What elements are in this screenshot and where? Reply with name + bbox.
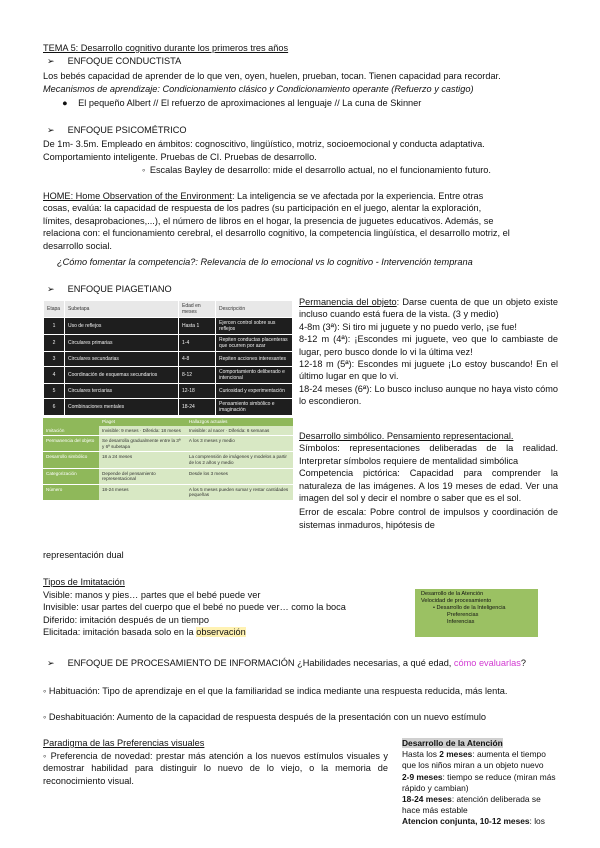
table-row — [43, 468, 293, 484]
table-cell: 2 — [44, 335, 65, 352]
psicometrico-text-2: Comportamiento inteligente. Pruebas de CI. Pruebas de desarrollo. — [43, 152, 317, 162]
table-cell: 4 — [44, 367, 65, 384]
table-header: Descripción — [216, 301, 293, 318]
deshabituacion-text: ◦ Deshabituación: Aumento de la capacidad de respuesta después de la presentación con un nuevo estímulo — [43, 712, 487, 722]
atencion-title: Desarrollo de la Atención — [402, 738, 503, 748]
page-title: TEMA 5: Desarrollo cognitivo durante los primeros tres años — [43, 43, 289, 53]
table-cell: Circulares primarias — [65, 335, 179, 352]
table-cell: 6 — [44, 399, 65, 416]
table-cell: 18-24 meses — [99, 484, 186, 500]
table-cell: Invisible: al nacer · Diferida: 6 semanas — [186, 426, 293, 436]
table-cell: 4-8 — [179, 352, 216, 367]
table-header: Piaget — [99, 418, 186, 426]
imitacion-list: Visible: manos y pies… partes que el bebé puede ver Invisible: usar partes del cuerpo que el bebé no puede ver… como la boca Diferido: imitación después de un tiempo Elicitada: imitación basada solo en la observación — [43, 590, 346, 638]
simbolico-continuation: representación dual — [43, 550, 124, 560]
arrow-icon: ➢ — [47, 56, 55, 66]
table-cell: Uso de reflejos — [65, 318, 179, 335]
table-cell: 8-12 — [179, 367, 216, 384]
table-cell: A los 3 meses y medio — [186, 436, 293, 452]
psicometrico-text: De 1m- 3.5m. Empleado en ámbitos: cognoscitivo, lingüístico, motriz, socioemocional y conducta adaptativa. — [43, 139, 485, 149]
piaget-substages-table — [43, 300, 293, 416]
table-row — [44, 384, 293, 399]
table-cell: 1 — [44, 318, 65, 335]
table-cell: Combinaciones mentales — [65, 399, 179, 416]
bullet-circle-icon: ◦ — [43, 751, 48, 761]
table-cell: Coordinación de esquemas secundarios — [65, 367, 179, 384]
table-cell: La comprensión de imágenes y modelos a partir de los 2 años y medio — [186, 452, 293, 468]
table-cell: 18-24 — [179, 399, 216, 416]
piaget-findings-table — [43, 418, 293, 501]
table-header: Hallazgos actuales — [186, 418, 293, 426]
table-cell: Repiten conductas placenteras que ocurren por azar — [216, 335, 293, 352]
table-header: Etapa — [44, 301, 65, 318]
table-cell: Pensamiento simbólico e imaginación — [216, 399, 293, 416]
table-cell: Desde los 3 meses — [186, 468, 293, 484]
table-cell: Curiosidad y experimentación — [216, 384, 293, 399]
table-header: Subetapa — [65, 301, 179, 318]
section-psicometrico-heading: ➢ ENFOQUE PSICOMÉTRICO — [47, 125, 187, 135]
table-cell: Circulares terciarias — [65, 384, 179, 399]
table-row — [44, 352, 293, 367]
section-piagetiano-heading: ➢ ENFOQUE PIAGETIANO — [47, 284, 172, 294]
table-cell: 12-18 — [179, 384, 216, 399]
table-cell: Hasta 1 — [179, 318, 216, 335]
table-cell: Invisible: 9 meses · Diferida: 18 meses — [99, 426, 186, 436]
bullet-circle-icon: ◦ — [43, 712, 47, 722]
table-cell: Circulares secundarias — [65, 352, 179, 367]
procesamiento-heading: ➢ ENFOQUE DE PROCESAMIENTO DE INFORMACIÓN ¿Habilidades necesarias, a qué edad, cómo evaluarlas? — [47, 658, 526, 668]
table-cell: Ejercen control sobre sus reflejos — [216, 318, 293, 335]
table-cell: Comportamiento deliberado e intencional — [216, 367, 293, 384]
simbolico-block: Desarrollo simbólico. Pensamiento representacional. Símbolos: representaciones deliberadas de la realidad. Interpretar símbolos requiere de mentalidad simbólica Competencia pictórica: Capacidad para comprender la naturaleza de las imágenes. A los 19 meses de edad. Ver una imagen del sol y decir el nombre o saber que es el sol. Error de escala: Pobre control de impulsos y coordinación de sistemas inmaduros, hipótesis de — [299, 431, 558, 530]
conductista-text: Los bebés capacidad de aprender de lo que ven, oyen, huelen, prueban, tocan. Tienen capacidad para recordar. — [43, 71, 501, 81]
atencion-side-notes: Desarrollo de la Atención Hasta los 2 meses: aumenta el tiempo que los niños miran a un objeto nuevo 2-9 meses: tiempo se reduce (miran más rápido y cambian) 18-24 meses: atención deliberada se hace más estable Atencion conjunta, 10-12 meses: los — [402, 738, 556, 827]
table-row — [44, 367, 293, 384]
habituacion-text: ◦ Habituación: Tipo de aprendizaje en el que la familiaridad se indica mediante una respuesta reducida, más lenta. — [43, 686, 508, 696]
paradigma-text: ◦ Preferencia de novedad: prestar más atención a los nuevos estímulos visuales y demostrar habilidad para distinguir lo nuevo de lo viejo, o la memoria de reconocimiento visual. — [43, 751, 388, 786]
table-row — [43, 436, 293, 452]
table-cell: Número — [43, 484, 99, 500]
atencion-summary-box: Desarrollo de la Atención Velocidad de procesamiento • Desarrollo de la Inteligencia Preferencias Inferencias — [415, 589, 538, 637]
permanencia-label: Permanencia del objeto — [299, 297, 397, 307]
table-cell: 18 a 24 meses — [99, 452, 186, 468]
bullet-dot-icon: ● — [62, 98, 68, 108]
arrow-icon: ➢ — [47, 125, 55, 135]
table-cell: Categorización — [43, 468, 99, 484]
table-cell: Imitación — [43, 426, 99, 436]
table-cell: Repiten acciones interesantes — [216, 352, 293, 367]
table-row — [44, 318, 293, 335]
table-cell: 1-4 — [179, 335, 216, 352]
table-row — [44, 399, 293, 416]
simbolico-label: Desarrollo simbólico. Pensamiento representacional. — [299, 431, 514, 441]
table-row — [43, 452, 293, 468]
bullet-circle-icon: ◦ — [142, 165, 146, 175]
conductista-bullet: ● El pequeño Albert // El refuerzo de aproximaciones al lenguaje // La cuna de Skinner — [62, 98, 422, 108]
paradigma-heading: Paradigma de las Preferencias visuales — [43, 738, 205, 748]
home-question: ¿Cómo fomentar la competencia?: Relevancia de lo emocional vs lo cognitivo - Intervención temprana — [57, 257, 473, 267]
arrow-icon: ➢ — [47, 658, 55, 668]
table-header: Edad en meses — [179, 301, 216, 318]
table-cell: Permanencia del objeto — [43, 436, 99, 452]
conductista-mechanisms: Mecanismos de aprendizaje: Condicionamiento clásico y Condicionamiento operante (Refuerzo y castigo) — [43, 84, 474, 94]
table-row — [43, 484, 293, 500]
home-label: HOME: Home Observation of the Environment — [43, 191, 232, 201]
table-cell: Se desarrolla gradualmente entre la 3ª y 6ª subetapa — [99, 436, 186, 452]
home-paragraph: HOME: Home Observation of the Environment: La inteligencia se ve afectada por la experiencia. Entre otras cosas, evalúa: la capacidad de respuesta de los padres (su participación en el juego, alentar la exploración, límites, desaprobaciones,...), el número de libros en el hogar, la presencia de juguetes educativos. Además, se relaciona con: el funcionamiento cerebral, el desarrollo cognitivo, la competencia lingüística, el desarrollo motriz, el desarrollo social. — [43, 191, 510, 251]
arrow-icon: ➢ — [47, 284, 55, 294]
table-row — [43, 426, 293, 436]
table-cell: A los 5 meses pueden sumar y restar cantidades pequeñas — [186, 484, 293, 500]
bullet-circle-icon: ◦ — [43, 686, 47, 696]
table-cell: Desarrollo simbólico — [43, 452, 99, 468]
table-cell: Depende del pensamiento representacional — [99, 468, 186, 484]
permanencia-block: Permanencia del objeto: Darse cuenta de que un objeto existe incluso cuando está fuera de la vista. (3 y medio) 4-8m (3ª): Si tiro mi juguete y no puedo verlo, ¡se fue! 8-12 m (4ª): ¡Escondes mi juguete, veo que lo cambiaste de lugar, pero busco donde lo vi la última vez! 12-18 m (5ª): Escondes mi juguete ¡Lo estoy buscando! En el último lugar en que lo vi. 18-24 meses (6ª): Lo busco incluso aunque no haya visto cómo lo escondieron. — [299, 297, 558, 407]
imitacion-heading: Tipos de Imitatación — [43, 577, 125, 587]
table-cell: 5 — [44, 384, 65, 399]
table-cell: 3 — [44, 352, 65, 367]
table-row — [44, 335, 293, 352]
section-conductista-heading: ➢ ENFOQUE CONDUCTISTA — [47, 56, 182, 66]
table-header — [43, 418, 99, 426]
psicometrico-bullet: ◦ Escalas Bayley de desarrollo: mide el desarrollo actual, no el funcionamiento futuro. — [142, 165, 491, 175]
